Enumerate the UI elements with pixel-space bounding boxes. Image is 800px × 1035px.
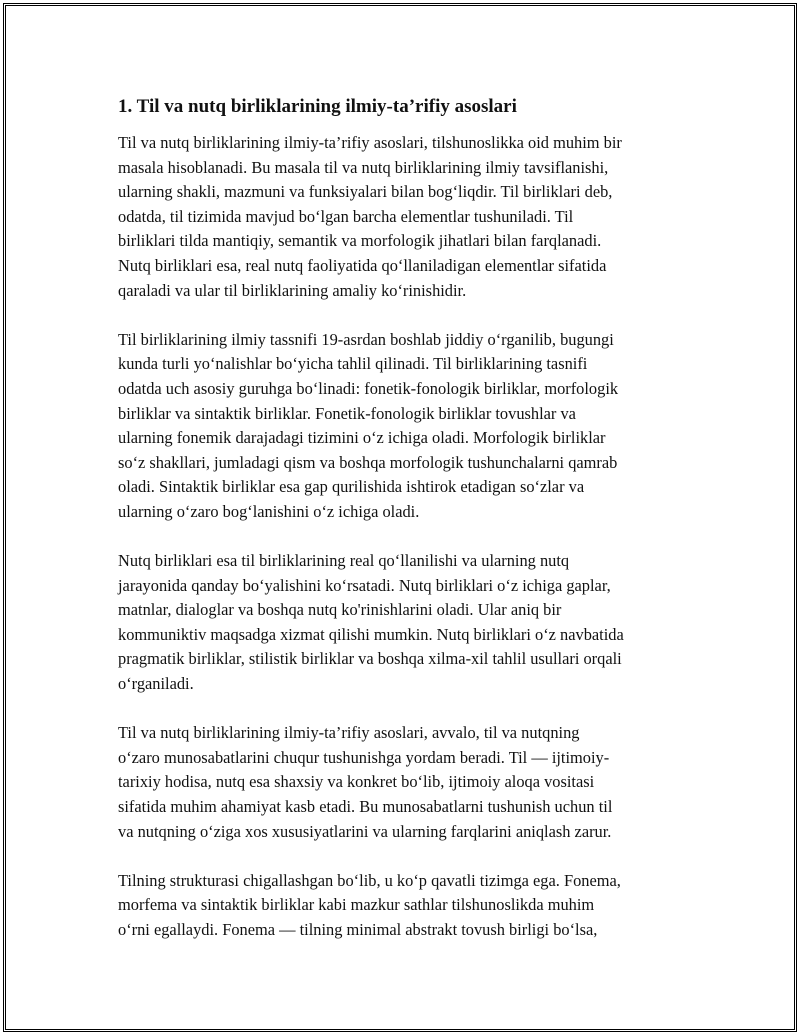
paragraph-line: Til va nutq birliklarining ilmiy-ta’rifiy asoslari, tilshunoslikka oid muhim bir (118, 133, 622, 152)
document-body (118, 95, 690, 967)
paragraph-line: va nutqning o‘ziga xos xususiyatlarini va ularning farqlarini aniqlash zarur. (118, 821, 612, 841)
paragraph-line: Til va nutq birliklarining ilmiy-ta’rifiy asoslari, avvalo, til va nutqning (118, 723, 580, 743)
paragraph-line: odatda uch asosiy guruhga bo‘linadi: fonetik-fonologik birliklar, morfologik (118, 378, 619, 398)
paragraph-line: matnlar, dialoglar va boshqa nutq ko'rinishlarini oladi. Ular aniq bir (118, 600, 562, 620)
paragraph-line: birliklari tilda mantiqiy, semantik va morfologik jihatlari bilan farqlanadi. (118, 231, 602, 251)
paragraph-line: tarixiy hodisa, nutq esa shaxsiy va konkret bo‘lib, ijtimoiy aloqa vositasi (118, 772, 595, 792)
paragraph-line: sifatida muhim ahamiyat kasb etadi. Bu munosabatlarni tushunish uchun til (118, 797, 613, 817)
paragraph-line: morfema va sintaktik birliklar kabi mazkur sathlar tilshunoslikda muhim (118, 895, 595, 915)
paragraph-line: oladi. Sintaktik birliklar esa gap qurilishida ishtirok etadigan so‘zlar va (118, 477, 585, 497)
paragraph-line: ularning fonemik darajadagi tizimini o‘z ichiga oladi. Morfologik birliklar (118, 428, 606, 448)
paragraph-line: masala hisoblanadi. Bu masala til va nutq birliklarining ilmiy tavsiflanishi, (118, 157, 609, 177)
paragraph-line: o‘rganiladi. (118, 674, 194, 694)
paragraph-line: odatda, til tizimida mavjud bo‘lgan barcha elementlar tushuniladi. Til (118, 206, 574, 226)
paragraph-line: Nutq birliklari esa, real nutq faoliyatida qo‘llaniladigan elementlar sifatida (118, 255, 607, 275)
paragraph-line: ularning o‘zaro bog‘lanishini o‘z ichiga oladi. (118, 501, 420, 521)
paragraph-line: Tilning strukturasi chigallashgan bo‘lib, u ko‘p qavatli tizimga ega. Fonema, (118, 870, 621, 890)
paragraph-line: kunda turli yo‘nalishlar bo‘yicha tahlil qilinadi. Til birliklarining tasnifi (118, 354, 588, 374)
section-title: 1. Til va nutq birliklarining ilmiy-ta’rifiy asoslari (118, 96, 517, 117)
paragraph-5 (118, 869, 690, 943)
paragraph-line: jarayonida qanday bo‘yalishini ko‘rsatadi. Nutq birliklari o‘z ichiga gaplar, (118, 575, 611, 595)
paragraphs-container (118, 131, 690, 943)
paragraph-1 (118, 131, 690, 303)
paragraph-line: o‘rni egallaydi. Fonema — tilning minimal abstrakt tovush birligi bo‘lsa, (118, 920, 598, 939)
paragraph-line: Nutq birliklari esa til birliklarining real qo‘llanilishi va ularning nutq (118, 551, 570, 571)
paragraph-line: birliklar va sintaktik birliklar. Fonetik-fonologik birliklar tovushlar va (118, 403, 576, 423)
paragraph-line: Til birliklarining ilmiy tassnifi 19-asrdan boshlab jiddiy o‘rganilib, bugungi (118, 329, 614, 349)
paragraph-line: kommuniktiv maqsadga xizmat qilishi mumkin. Nutq birliklari o‘z navbatida (118, 624, 624, 644)
paragraph-line: o‘zaro munosabatlarini chuqur tushunishga yordam beradi. Til — ijtimoiy- (118, 747, 610, 767)
paragraph-4 (118, 721, 690, 844)
paragraph-line: pragmatik birliklar, stilistik birliklar va boshqa xilma-xil tahlil usullari orqali (118, 649, 622, 669)
paragraph-3 (118, 549, 690, 697)
paragraph-2 (118, 328, 690, 525)
paragraph-line: ularning shakli, mazmuni va funksiyalari bilan bog‘liqdir. Til birliklari deb, (118, 182, 613, 202)
paragraph-line: so‘z shakllari, jumladagi qism va boshqa morfologik tushunchalarni qamrab (118, 452, 618, 472)
paragraph-line: qaraladi va ular til birliklarining amaliy ko‘rinishidir. (118, 280, 467, 300)
